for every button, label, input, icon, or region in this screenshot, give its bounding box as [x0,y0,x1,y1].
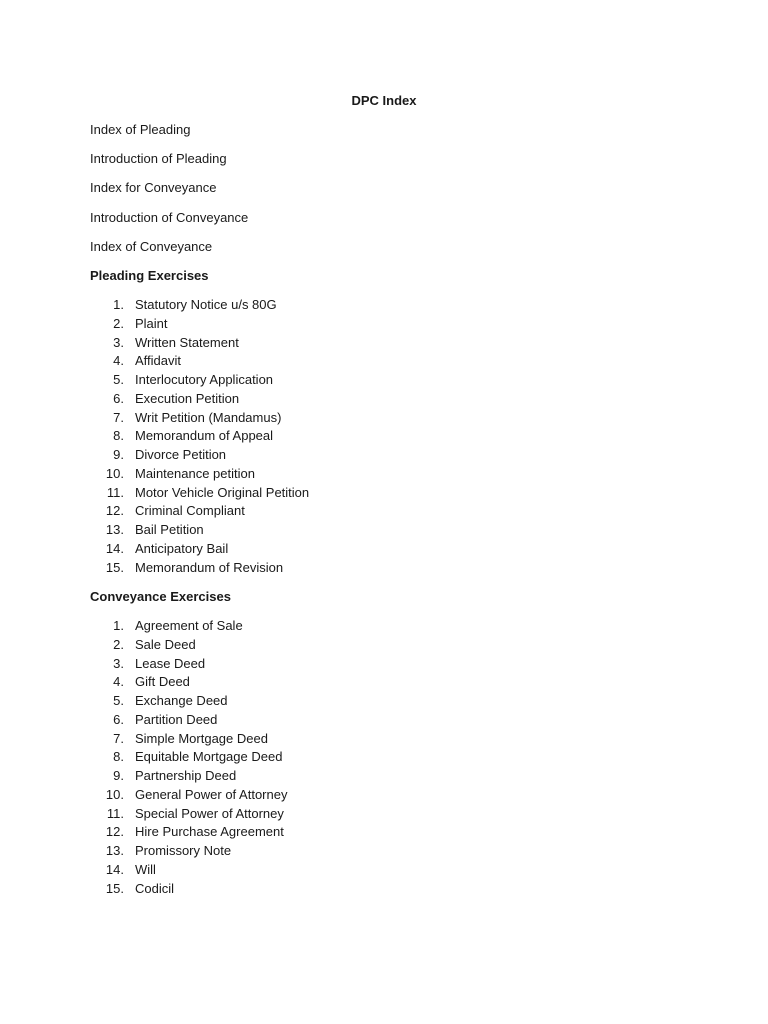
document-title: DPC Index [351,93,417,108]
list-item [90,673,190,692]
list-item [90,446,227,465]
list-item [90,786,288,805]
item-text: Hire Purchase Agreement [135,824,284,840]
item-number: 5. [113,372,124,387]
list-item [90,861,156,880]
item-text: Agreement of Sale [135,618,243,633]
item-number: 8. [113,428,124,444]
index-line: Index for Conveyance [90,180,217,196]
item-number: 3. [113,655,124,671]
item-number: 12. [105,503,124,519]
item-number: 7. [113,730,124,746]
item-text: Motor Vehicle Original Petition [135,484,310,500]
item-text: Promissory Note [135,843,232,858]
index-line: Index of Pleading [90,122,191,137]
item-text: Exchange Deed [135,693,228,708]
item-text: Divorce Petition [135,447,227,462]
list-item [90,655,206,674]
item-text: Special Power of Attorney [135,805,284,821]
item-text: Codicil [135,880,175,896]
item-text: Lease Deed [135,655,206,671]
list-item [90,617,243,636]
item-text: Maintenance petition [135,465,255,481]
pleading-exercises-heading: Pleading Exercises [90,268,209,283]
list-item [90,371,274,390]
item-text: Affidavit [135,353,182,369]
list-item [90,352,182,371]
item-number: 9. [113,447,124,462]
item-number: 1. [113,297,124,312]
list-item [90,540,229,559]
list-item [90,390,240,409]
item-number: 1. [113,618,124,633]
item-text: Memorandum of Appeal [135,428,274,444]
item-text: Gift Deed [135,674,190,690]
item-number: 10. [105,786,124,802]
item-text: Partnership Deed [135,768,237,783]
item-number: 6. [113,711,124,727]
item-number: 9. [113,768,124,783]
list-item [90,465,255,484]
item-number: 13. [105,522,124,537]
item-text: Equitable Mortgage Deed [135,749,283,765]
item-number: 14. [105,540,124,556]
item-number: 11. [106,484,124,500]
list-item [90,767,237,786]
list-item [90,692,228,711]
item-text: Writ Petition (Mandamus) [135,409,282,425]
item-text: Bail Petition [135,522,204,537]
list-item [90,748,283,767]
item-text: Partition Deed [135,711,218,727]
list-item [90,409,282,428]
item-text: General Power of Attorney [135,786,288,802]
list-item [90,315,168,334]
item-number: 11. [106,805,124,821]
list-item [90,559,284,578]
index-line: Index of Conveyance [90,238,213,254]
item-number: 5. [113,693,124,708]
item-number: 4. [113,353,124,369]
conveyance-exercises-heading: Conveyance Exercises [90,589,231,604]
item-number: 14. [105,861,124,877]
item-text: Will [135,861,156,877]
list-item [90,502,245,521]
list-item [90,296,277,315]
item-text: Sale Deed [135,636,196,652]
item-number: 10. [105,465,124,481]
item-text: Criminal Compliant [135,503,245,519]
list-item [90,521,204,540]
item-text: Anticipatory Bail [135,540,229,556]
list-item [90,842,232,861]
conveyance-exercises-list [90,617,288,898]
list-item [90,880,175,899]
item-number: 6. [113,390,124,406]
list-item [90,484,310,503]
pleading-exercises-list [90,296,310,577]
item-number: 12. [105,824,124,840]
index-line: Introduction of Conveyance [90,209,249,225]
item-text: Written Statement [135,334,239,350]
list-item [90,427,274,446]
item-number: 15. [105,559,124,575]
list-item [90,730,268,749]
list-item [90,636,196,655]
item-number: 15. [105,880,124,896]
list-item [90,711,218,730]
item-number: 8. [113,749,124,765]
item-text: Memorandum of Revision [135,559,284,575]
item-text: Execution Petition [135,390,240,406]
item-number: 3. [113,334,124,350]
list-item [90,823,284,842]
item-text: Plaint [135,315,168,331]
item-number: 2. [113,315,124,331]
item-text: Simple Mortgage Deed [135,730,268,746]
item-text: Interlocutory Application [135,372,274,387]
index-lines-list [90,121,248,267]
item-text: Statutory Notice u/s 80G [135,297,277,312]
item-number: 4. [113,674,124,690]
item-number: 2. [113,636,124,652]
index-line: Introduction of Pleading [90,151,227,167]
item-number: 7. [113,409,124,425]
item-number: 13. [105,843,124,858]
list-item [90,334,239,353]
list-item [90,805,284,824]
